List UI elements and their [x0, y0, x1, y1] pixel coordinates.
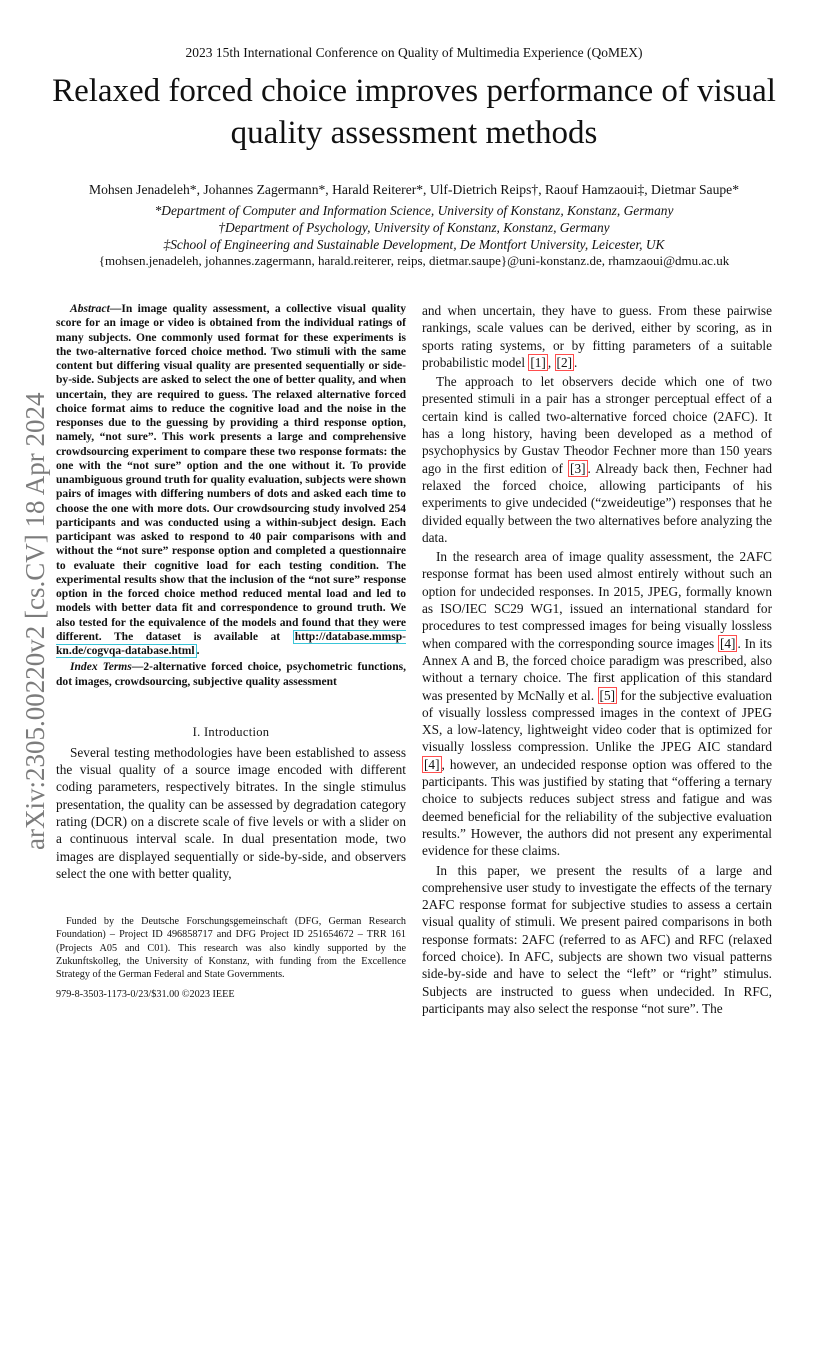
citation-link[interactable]: [4] — [719, 635, 736, 651]
left-column — [56, 302, 406, 882]
citation-link[interactable]: [5] — [599, 687, 616, 703]
right-paragraph-4: In this paper, we present the results of a large and comprehensive user study to investigate the effects of the ternary 2AFC response format for subjective studies to assess a certain visual quality of stimuli. We present paired comparisons in both response formats: 2AFC (referred to as AFC) and RFC (relaxed forced choice). In AFC, subjects are shown two visual patterns side-by-side and have to select the “left” or “right” stimulus. Subjects are instructed to guess when undecided. In RFC, participants may also select the response “not sure”. The — [422, 862, 772, 1016]
copyright-notice: 979-8-3503-1173-0/23/$31.00 ©2023 IEEE — [56, 989, 235, 1000]
affiliation-3: ‡School of Engineering and Sustainable Development, De Montfort University, Leicester, UK — [163, 237, 665, 252]
section-heading: I. Introduction — [192, 724, 270, 739]
index-terms — [56, 660, 406, 689]
arxiv-identifier: arXiv:2305.00220v2 [cs.CV] 18 Apr 2024 — [20, 392, 50, 850]
dataset-link[interactable]: http://database.mmsp-kn.de/cogvqa-database.html — [56, 630, 406, 657]
right-paragraph-3: In the research area of image quality assessment, the 2AFC response format has been used almost entirely without such an option for undecided responses. In 2015, JPEG, formally known as ISO/IEC SC29 WG1, issued an international standard for procedures to test compressed images for being visually lossless when compared with the corresponding source images [4] . In its Annex A and B, the forced choice paradigm was prescribed, also without a ternary choice. The first application of this standard was presented by McNally et al. [5] for the subjective evaluation of visually lossless compressed images in the context of JPEG XS, a low-latency, lightweight video coder that is optimized for visually lossless compression. Unlike the JPEG AIC standard [4] , however, an undecided response option was offered to the participants. This was justified by stating that “offering a ternary choice to subjects reduces subject stress and fatigue and was deemed beneficial for the reliability of the subjective evaluation results.” However, the authors did not present any experimental evidence for these claims. — [422, 549, 772, 859]
abstract-text: —In image quality assessment, a collective visual quality score for an image or video is obtained from the individual ratings of many subjects. One commonly used format for these experiments is the two-alternative forced choice method. Two stimuli with the same content but differing visual quality are presented sequentially or side-by-side. Subjects are asked to select the one of better quality, and when uncertain, they are required to guess. The relaxed alternative forced choice format aims to reduce the cognitive load and the noise in the responses due to the guessing by providing a third response option, namely, “not sure”. This work presents a large and comprehensive crowdsourcing experiment to compare these two response formats: the one with the “not sure” option and the one without it. To provide unambiguous ground truth for quality evaluation, subjects were shown pairs of images with differing numbers of dots and asked each time to choose the one with more dots. Our crowdsourcing study involved 254 participants and was conducted using a within-subject design. Each participant was asked to respond to 40 pair comparisons with and without the “not sure” response option and completed a questionnaire to evaluate their cognitive load for each testing condition. The experimental results show that the inclusion of the “not sure” response option in the forced choice method reduced mental load and led to models with better data fit and correspondence to ground truth. We also tested for the equivalence of the models and found that they were different. The dataset is available at — [56, 303, 406, 643]
abstract — [56, 302, 406, 658]
index-terms-label: Index Terms — [70, 661, 132, 674]
affiliation-1: *Department of Computer and Information Science, University of Konstanz, Konstanz, Germany — [154, 203, 674, 218]
conference-header: 2023 15th International Conference on Quality of Multimedia Experience (QoMEX) — [185, 45, 643, 60]
abstract-end: . — [196, 645, 200, 657]
author-emails: {mohsen.jenadeleh, johannes.zagermann, harald.reiterer, reips, dietmar.saupe}@uni-konstanz.de, rhamzaoui@dmu.ac.uk — [98, 253, 730, 268]
affiliation-2: †Department of Psychology, University of Konstanz, Konstanz, Germany — [218, 220, 610, 235]
abstract-label: Abstract — [70, 303, 110, 315]
citation-link[interactable]: [2] — [556, 354, 573, 370]
funding-footnote: Funded by the Deutsche Forschungsgemeinschaft (DFG, German Research Foundation) – Project ID 496858717 and DFG Project ID 251654672 – TRR 161 (Projects A05 and C01). This research was also kindly supported by the Zukunftskolleg, the University of Konstanz, with funding from the Excellence Strategy of the German Federal and State Governments. — [56, 916, 406, 981]
citation-link[interactable]: [3] — [570, 460, 586, 476]
citation-link[interactable]: [4] — [424, 756, 440, 772]
intro-paragraph: Several testing methodologies have been established to assess the visual quality of a source image encoded with different coding parameters, respectively bitrates. In the single stimulus presentation, the quality can be assessed by degradation category rating (DCR) on a discrete scale of five levels or with a slider on a continuous interval scale. In dual presentation mode, two images are displayed sequentially or side-by-side, and observers select the one with better quality, — [56, 744, 406, 881]
right-paragraph-2: The approach to let observers decide which one of two presented stimuli in a pair has a stronger perceptual effect of a certain kind is called two-alternative forced choice (2AFC). It has a long history, having been developed as a method of psychophysics by Gustav Theodor Fechner more than 150 years ago in the first edition of [3] . Already back then, Fechner had relaxed the forced choice, allowing participants of his experiments to give undecided (“zweideutige”) responses that he divided equally between the two alternatives before analyzing the data. — [422, 374, 772, 545]
citation-link[interactable]: [1] — [530, 354, 546, 370]
arxiv-sidebar — [20, 392, 60, 1350]
paper-title: Relaxed forced choice improves performance of visual quality assessment methods — [52, 73, 776, 151]
index-terms-text: —2-alternative forced choice, psychometric functions, dot images, crowdsourcing, subjective quality assessment — [56, 661, 407, 688]
right-paragraph-1: and when uncertain, they have to guess. From these pairwise rankings, scale values can be derived, either by scoring, as in sports rating systems, or by fitting parameters of a suitable probabilistic model [1] , [2] . — [422, 303, 772, 370]
author-list: Mohsen Jenadeleh*, Johannes Zagermann*, Harald Reiterer*, Ulf-Dietrich Reips†, Raouf Hamzaoui‡, Dietmar Saupe* — [88, 182, 740, 197]
right-column — [422, 302, 772, 1017]
